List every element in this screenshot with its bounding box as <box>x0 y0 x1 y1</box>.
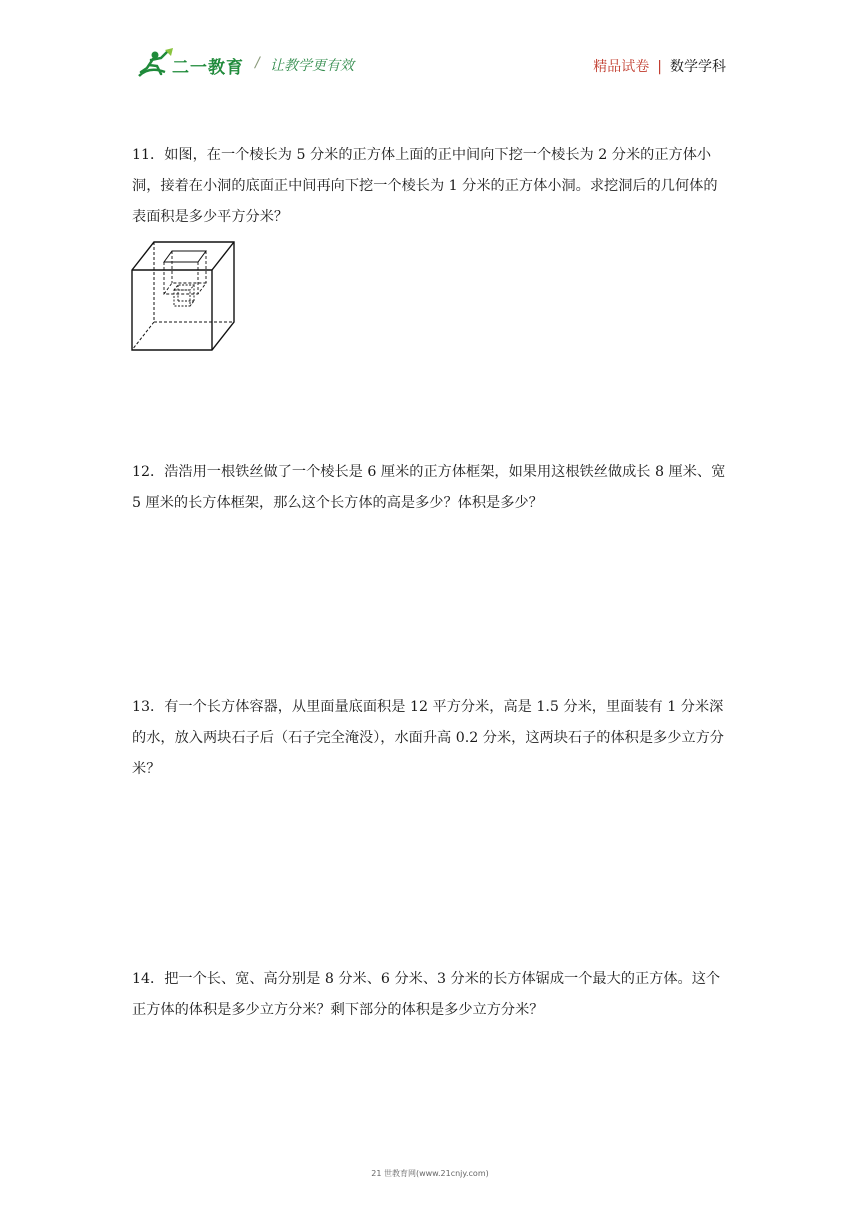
header-divider: / <box>255 55 260 71</box>
header-tag: 精品试卷 <box>593 59 650 75</box>
question-11: 11．如图，在一个棱长为 5 分米的正方体上面的正中间向下挖一个棱长为 2 分米的正方体小洞，接着在小洞的底面正中间再向下挖一个棱长为 1 分米的正方体小洞。求挖洞后的几何体的表面积是多少平方分米？ <box>132 147 718 225</box>
question-13: 13．有一个长方体容器，从里面量底面积是 12 平方分米，高是 1.5 分米，里面装有 1 分米深的水，放入两块石子后（石子完全淹没），水面升高 0.2 分米，这两块石子的体积是多少立方分米？ <box>132 699 724 777</box>
cube-with-holes-figure <box>130 240 238 352</box>
question-14: 14．把一个长、宽、高分别是 8 分米、6 分米、3 分米的长方体锯成一个最大的正方体。这个正方体的体积是多少立方分米？剩下部分的体积是多少立方分米？ <box>132 971 721 1018</box>
header-subject: 数学学科 <box>670 59 726 75</box>
question-12: 12．浩浩用一根铁丝做了一个棱长是 6 厘米的正方体框架，如果用这根铁丝做成长 8 厘米、宽 5 厘米的长方体框架，那么这个长方体的高是多少？体积是多少？ <box>132 464 726 511</box>
logo-text: 二一教育 <box>172 58 244 78</box>
header-right <box>593 56 726 76</box>
header-separator: | <box>657 59 662 75</box>
header-slogan: 让教学更有效 <box>270 58 354 74</box>
page-footer: 21 世教育网(www.21cnjy.com) <box>371 1169 489 1178</box>
page-header <box>0 0 860 100</box>
